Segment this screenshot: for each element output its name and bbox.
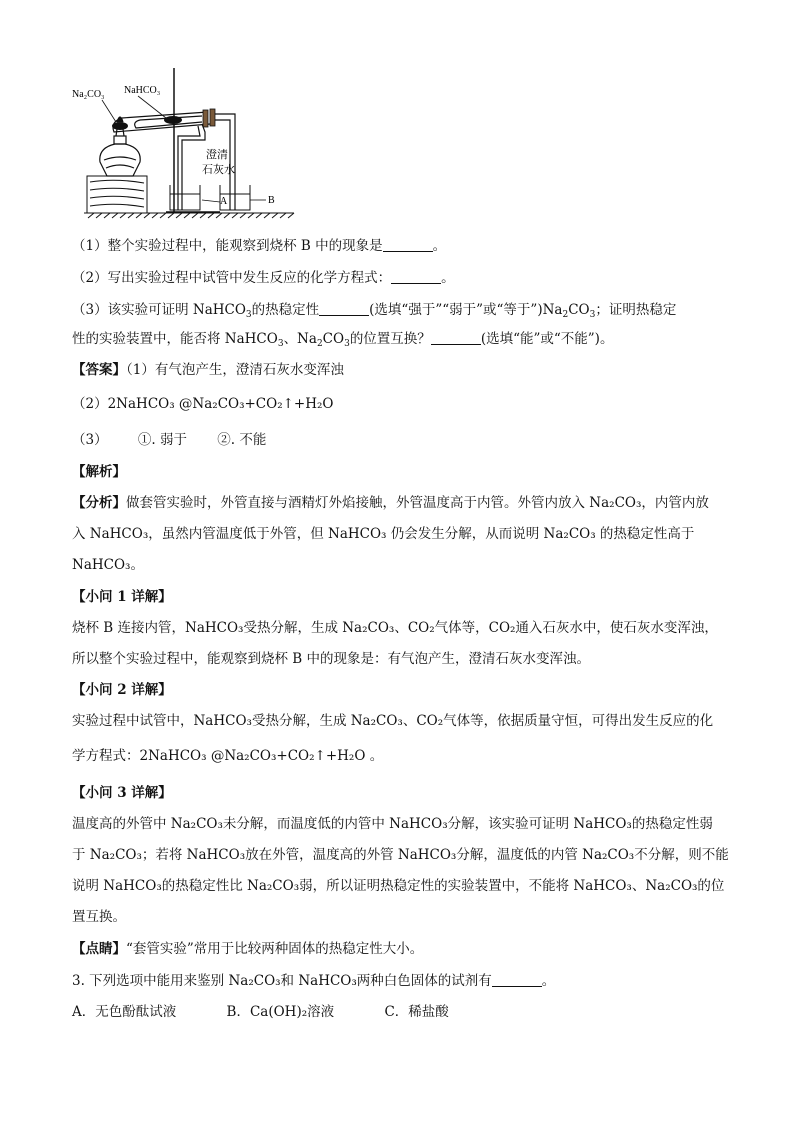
- sub3-tag: 【小问 3 详解】: [72, 785, 172, 801]
- answer-blank[interactable]: [391, 269, 441, 284]
- sub1-line-2: 所以整个实验过程中，能观察到烧杯 B 中的现象是：有气泡产生，澄清石灰水变浑浊。: [72, 651, 591, 667]
- test-tubes: [113, 112, 210, 132]
- answer-line-2: （2）2NaHCO₃ @Na₂CO₃+CO₂↑+H₂O: [72, 396, 334, 412]
- equation: 2NaHCO₃ @Na₂CO₃+CO₂↑+H₂O: [107, 396, 334, 412]
- label-na2co3: Na₂CO₃: [72, 89, 105, 100]
- question-2: （2）写出实验过程中试管中发生反应的化学方程式： 。: [72, 270, 455, 286]
- sub1-line-1: 烧杯 B 连接内管，NaHCO₃受热分解，生成 Na₂CO₃、CO₂气体等，CO₂通入石灰水中，使石灰水变浑浊，: [72, 620, 718, 636]
- wood-block: [87, 176, 147, 213]
- answer-blank[interactable]: [319, 301, 369, 316]
- sub2-tag: 【小问 2 详解】: [72, 682, 172, 698]
- na2co3-solid: [112, 122, 128, 130]
- analysis-line-3: NaHCO₃。: [72, 557, 144, 573]
- apparatus-figure: [70, 60, 300, 225]
- analysis-line-2: 入 NaHCO₃，虽然内管温度低于外管，但 NaHCO₃ 仍会发生分解，从而说明 Na₂CO₃ 的热稳定性高于: [72, 526, 695, 542]
- sub3-line-2: 于 Na₂CO₃；若将 NaHCO₃放在外管，温度高的外管 NaHCO₃分解，温度低的内管 Na₂CO₃不分解，则不能: [72, 847, 729, 863]
- tip-line: 【点睛】“套管实验”常用于比较两种固体的热稳定性大小。: [72, 941, 424, 957]
- option-c[interactable]: C．稀盐酸: [384, 1004, 449, 1020]
- sub2-line-1: 实验过程中试管中，NaHCO₃受热分解，生成 Na₂CO₃、CO₂气体等，依据质量守恒，可得出发生反应的化: [72, 713, 714, 729]
- answer-line-3: （3） ①. 弱于 ②. 不能: [72, 432, 267, 448]
- option-a[interactable]: A．无色酚酞试液: [72, 1004, 177, 1020]
- label-a: A: [220, 196, 228, 207]
- question-3-main: 3. 下列选项中能用来鉴别 Na₂CO₃和 NaHCO₃两种白色固体的试剂有 。: [72, 973, 556, 989]
- sub1-tag: 【小问 1 详解】: [72, 589, 172, 605]
- analysis-line-1: 【分析】做套管实验时，外管直接与酒精灯外焰接触，外管温度高于内管。外管内放入 Na₂CO₃，内管内放: [72, 495, 709, 511]
- question-3-line-1: （3）该实验可证明 NaHCO$_3$的热稳定性 (选填“强于”“弱于”或“等于$”)Na_2CO_3$；证明热稳定: [72, 302, 677, 320]
- label-lime-1: 澄清: [206, 148, 228, 161]
- label-nahco3: NaHCO₃: [124, 85, 161, 96]
- option-b[interactable]: B．Ca(OH)₂溶液: [226, 1004, 335, 1020]
- nahco3-solid: [164, 116, 182, 124]
- question-1: （1）整个实验过程中，能观察到烧杯 B 中的现象是 。: [72, 238, 447, 254]
- question-3-line-2: 性的实验装置中，能否将 NaHCO$_3$、$Na_2CO_3$的位置互换？ (选填“能”或“不能”)。: [72, 331, 614, 349]
- sub3-line-1: 温度高的外管中 Na₂CO₃未分解，而温度低的内管中 NaHCO₃分解，该实验可证明 NaHCO₃的热稳定性弱: [72, 816, 713, 832]
- sub3-line-4: 置互换。: [72, 909, 126, 925]
- answer-blank[interactable]: [492, 972, 542, 987]
- analysis-tag: 【解析】: [72, 464, 126, 480]
- sub2-line-2: 学方程式：2NaHCO₃ @Na₂CO₃+CO₂↑+H₂O 。: [72, 748, 384, 764]
- ground-hatch: [84, 213, 294, 218]
- apparatus-diagram: [70, 60, 300, 225]
- answer-tag: 【答案】: [72, 362, 126, 378]
- answer-line-1: 【答案】（1）有气泡产生，澄清石灰水变浑浊: [72, 362, 344, 378]
- label-b: B: [268, 195, 275, 206]
- answer-blank[interactable]: [383, 237, 433, 252]
- sub3-line-3: 说明 NaHCO₃的热稳定性比 Na₂CO₃弱，所以证明热稳定性的实验装置中，不能将 NaHCO₃、Na₂CO₃的位: [72, 878, 725, 894]
- label-lime-2: 石灰水: [202, 163, 235, 176]
- options-row: [72, 1002, 449, 1022]
- answer-blank[interactable]: [431, 330, 481, 345]
